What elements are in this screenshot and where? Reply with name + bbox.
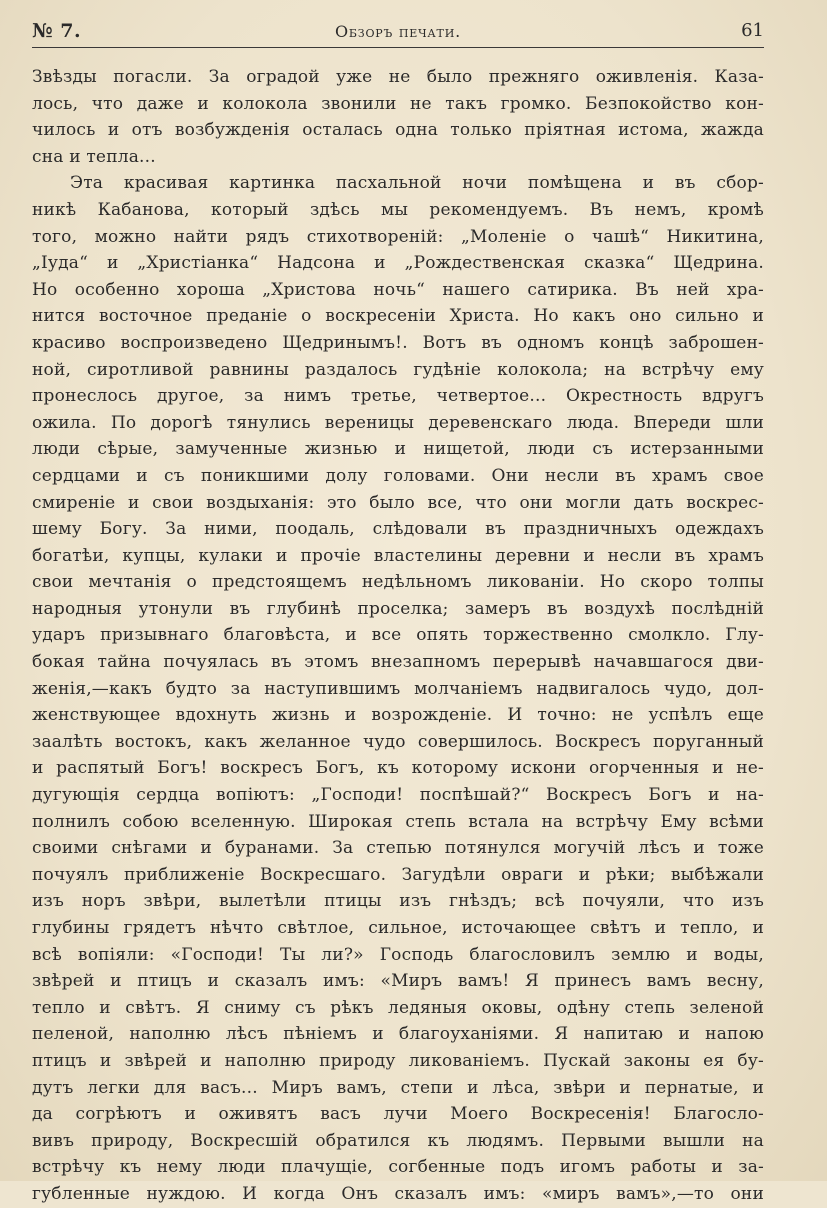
text-line: свои мечтанія о предстоящемъ недѣльномъ ликованіи. Но скоро толпы [32, 572, 764, 593]
text-line: бокая тайна почуялась въ этомъ внезапномъ перерывѣ начавшагося дви- [32, 652, 764, 673]
text-line: пеленой, наполню лѣсъ пѣніемъ и благоуханіями. Я напитаю и напою [32, 1024, 764, 1045]
text-line: красиво воспроизведено Щедринымъ!. Вотъ въ одномъ концѣ заброшен- [32, 332, 764, 353]
text-line: „Іуда“ и „Христіанка“ Надсона и „Рождественская сказка“ Щедрина. [32, 253, 764, 274]
text-line: ударъ призывнаго благовѣста, и все опять торжественно смолкло. Глу- [32, 625, 764, 646]
text-line: женствующее вдохнуть жизнь и возрожденіе. И точно: не успѣлъ еще [32, 705, 764, 726]
text-line: Звѣзды погасли. За оградой уже не было прежняго оживленія. Каза- [32, 67, 764, 87]
text-line: ной, сиротливой равнины раздалось гудѣніе колокола; на встрѣчу ему [32, 359, 764, 380]
text-line: женія,—какъ будто за наступившимъ молчаніемъ надвигалось чудо, дол- [32, 678, 764, 699]
text-line: всѣ вопіяли: «Господи! Ты ли?» Господь благословилъ землю и воды, [32, 944, 764, 965]
body-text [32, 64, 764, 1208]
header-rule [32, 47, 764, 48]
text-line: шему Богу. За ними, поодаль, слѣдовали въ праздничныхъ одеждахъ [32, 519, 764, 540]
text-line: вивъ природу, Воскресшій обратился къ людямъ. Первыми вышли на [32, 1130, 764, 1151]
text-line: изъ норъ звѣри, вылетѣли птицы изъ гнѣздъ; всѣ почуяли, что изъ [32, 891, 764, 912]
running-header [32, 20, 764, 46]
page-number: 61 [741, 20, 764, 41]
text-line: сна и тепла... [32, 146, 156, 167]
text-line: дугующія сердца вопіютъ: „Господи! поспѣшай?“ Воскресъ Богъ и на- [32, 785, 764, 806]
text-line: нится восточное преданіе о воскресеніи Христа. Но какъ оно сильно и [32, 306, 764, 327]
text-line: дутъ легки для васъ... Миръ вамъ, степи и лѣса, звѣри и пернатые, и [32, 1077, 764, 1098]
text-line: встрѣчу къ нему люди плачущіе, согбенные подъ игомъ работы и за- [32, 1157, 764, 1178]
text-line: тепло и свѣтъ. Я сниму съ рѣкъ ледяныя оковы, одѣну степь зеленой [32, 997, 764, 1018]
text-line: своими снѣгами и буранами. За степью потянулся могучій лѣсъ и тоже [32, 838, 764, 859]
text-line: того, можно найти рядъ стихотвореній: „Моленіе о чашѣ“ Никитина, [32, 226, 764, 247]
text-line: да согрѣютъ и оживятъ васъ лучи Моего Воскресенія! Благосло- [32, 1104, 764, 1125]
text-line: никѣ Кабанова, который здѣсь мы рекомендуемъ. Въ немъ, кромѣ [32, 199, 764, 220]
text-line: народныя утонули въ глубинѣ проселка; замеръ въ воздухѣ послѣдній [32, 598, 764, 619]
text-line: глубины грядетъ нѣчто свѣтлое, сильное, источающее свѣтъ и тепло, и [32, 918, 764, 938]
text-line: люди сѣрые, замученные жизнью и нищетой, люди съ истерзанными [32, 439, 764, 460]
issue-number: № 7. [32, 20, 82, 42]
text-line: ожила. По дорогѣ тянулись вереницы деревенскаго люда. Впереди шли [32, 412, 764, 433]
text-line: чилось и отъ возбужденія осталась одна только пріятная истома, жажда [32, 120, 764, 141]
text-line: птицъ и звѣрей и наполню природу ликованіемъ. Пускай законы ея бу- [32, 1050, 764, 1071]
text-line: смиреніе и свои воздыханія: это было все, что они могли дать воскрес- [32, 492, 764, 513]
text-line: сердцами и съ поникшими долу головами. Они несли въ храмъ свое [32, 465, 764, 486]
text-line: полнилъ собою вселенную. Широкая степь встала на встрѣчу Ему всѣми [32, 811, 764, 832]
text-line: лось, что даже и колокола звонили не такъ громко. Безпокойство кон- [32, 93, 764, 114]
text-line: почуялъ приближеніе Воскресшаго. Загудѣли овраги и рѣки; выбѣжали [32, 864, 764, 885]
text-line: и распятый Богъ! воскресъ Богъ, къ которому искони огорченныя и не- [32, 758, 764, 779]
section-title: Обзоръ печати. [335, 22, 461, 41]
text-line: богатѣи, купцы, кулаки и прочіе властелины деревни и несли въ храмъ [32, 545, 764, 566]
text-line: звѣрей и птицъ и сказалъ имъ: «Миръ вамъ! Я принесъ вамъ весну, [32, 971, 764, 992]
text-line: заалѣть востокъ, какъ желанное чудо совершилось. Воскресъ поруганный [32, 731, 764, 752]
text-line: пронеслось другое, за нимъ третье, четвертое... Окрестность вдругъ [32, 386, 764, 407]
text-line: Но особенно хороша „Христова ночь“ нашего сатирика. Въ ней хра- [32, 279, 764, 300]
text-line: губленные нуждою. И когда Онъ сказалъ имъ: «миръ вамъ»,—то они [32, 1183, 764, 1204]
text-line: Эта красивая картинка пасхальной ночи помѣщена и въ сбор- [70, 173, 764, 194]
